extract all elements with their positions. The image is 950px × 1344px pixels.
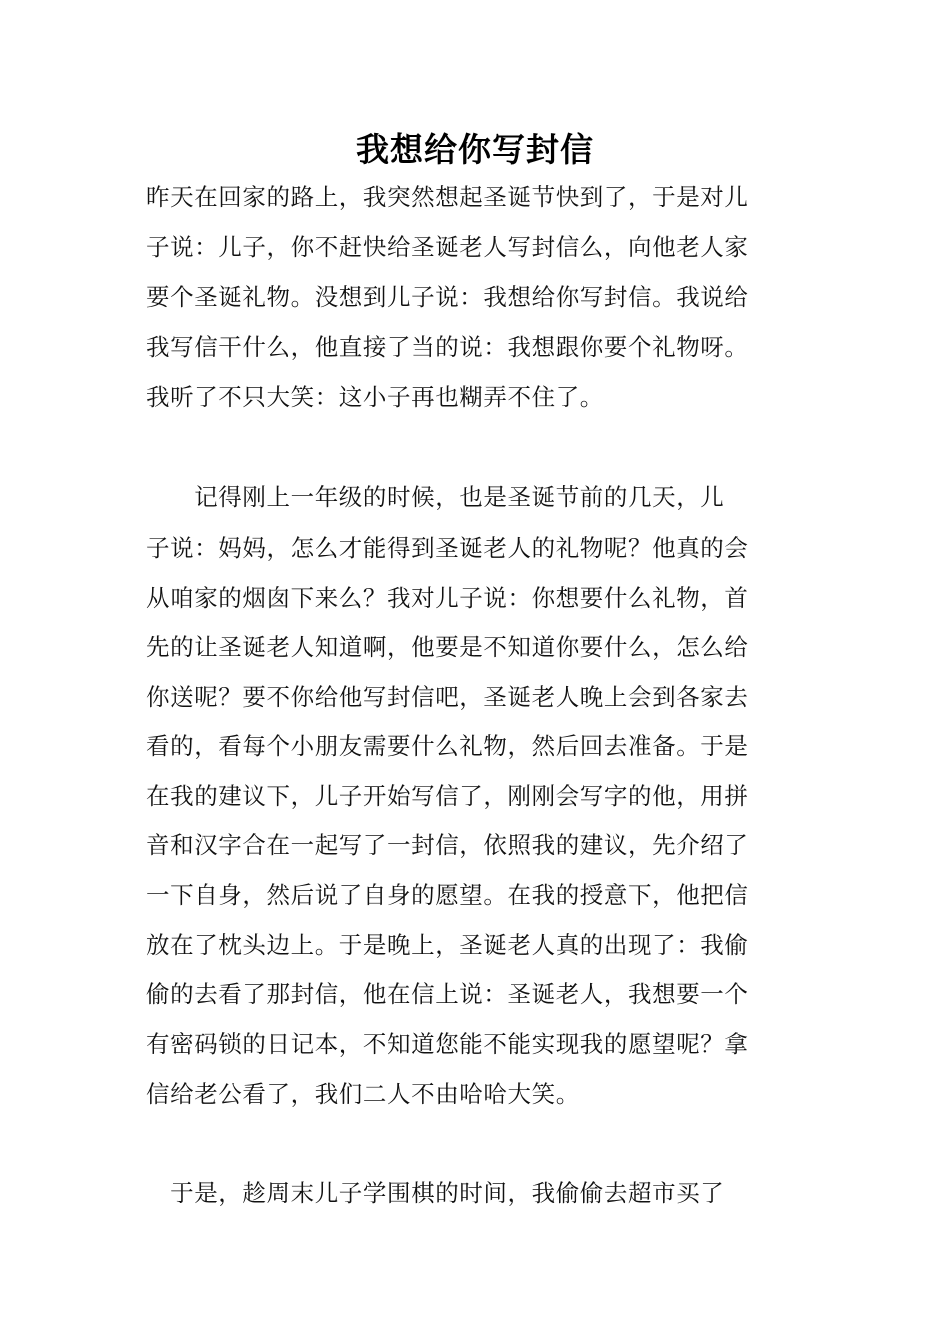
paragraph-line: 记得刚上一年级的时候，也是圣诞节前的几天，儿	[146, 483, 725, 511]
paragraph-line: 放在了枕头边上。于是晚上，圣诞老人真的出现了：我偷	[146, 931, 749, 959]
paragraph-line: 音和汉字合在一起写了一封信，依照我的建议，先介绍了	[146, 831, 749, 859]
paragraph-line: 一下自身，然后说了自身的愿望。在我的授意下，他把信	[146, 881, 749, 909]
document-title: 我想给你写封信	[356, 130, 594, 169]
paragraph-line: 先的让圣诞老人知道啊，他要是不知道你要什么，怎么给	[146, 633, 749, 661]
paragraph-line: 在我的建议下，儿子开始写信了，刚刚会写字的他，用拼	[146, 782, 749, 810]
paragraph-line: 看的，看每个小朋友需要什么礼物，然后回去准备。于是	[146, 732, 749, 760]
paragraph-line: 我写信干什么，他直接了当的说：我想跟你要个礼物呀。	[146, 333, 749, 361]
paragraph-line: 要个圣诞礼物。没想到儿子说：我想给你写封信。我说给	[146, 283, 749, 311]
paragraph-line: 偷的去看了那封信，他在信上说：圣诞老人，我想要一个	[146, 980, 749, 1008]
paragraph-line: 于是，趁周末儿子学围棋的时间，我偷偷去超市买了	[146, 1179, 725, 1207]
paragraph-line: 你送呢？要不你给他写封信吧，圣诞老人晚上会到各家去	[146, 683, 749, 711]
paragraph-line: 信给老公看了，我们二人不由哈哈大笑。	[146, 1080, 580, 1108]
paragraph-line: 子说：儿子，你不赶快给圣诞老人写封信么，向他老人家	[146, 233, 749, 261]
paragraph-line: 昨天在回家的路上，我突然想起圣诞节快到了，于是对儿	[146, 183, 749, 211]
paragraph-line: 子说：妈妈，怎么才能得到圣诞老人的礼物呢？他真的会	[146, 534, 749, 562]
paragraph-line: 有密码锁的日记本，不知道您能不能实现我的愿望呢？拿	[146, 1030, 749, 1058]
paragraph-line: 从咱家的烟囱下来么？我对儿子说：你想要什么礼物，首	[146, 584, 749, 612]
paragraph-line: 我听了不只大笑：这小子再也糊弄不住了。	[146, 383, 604, 411]
